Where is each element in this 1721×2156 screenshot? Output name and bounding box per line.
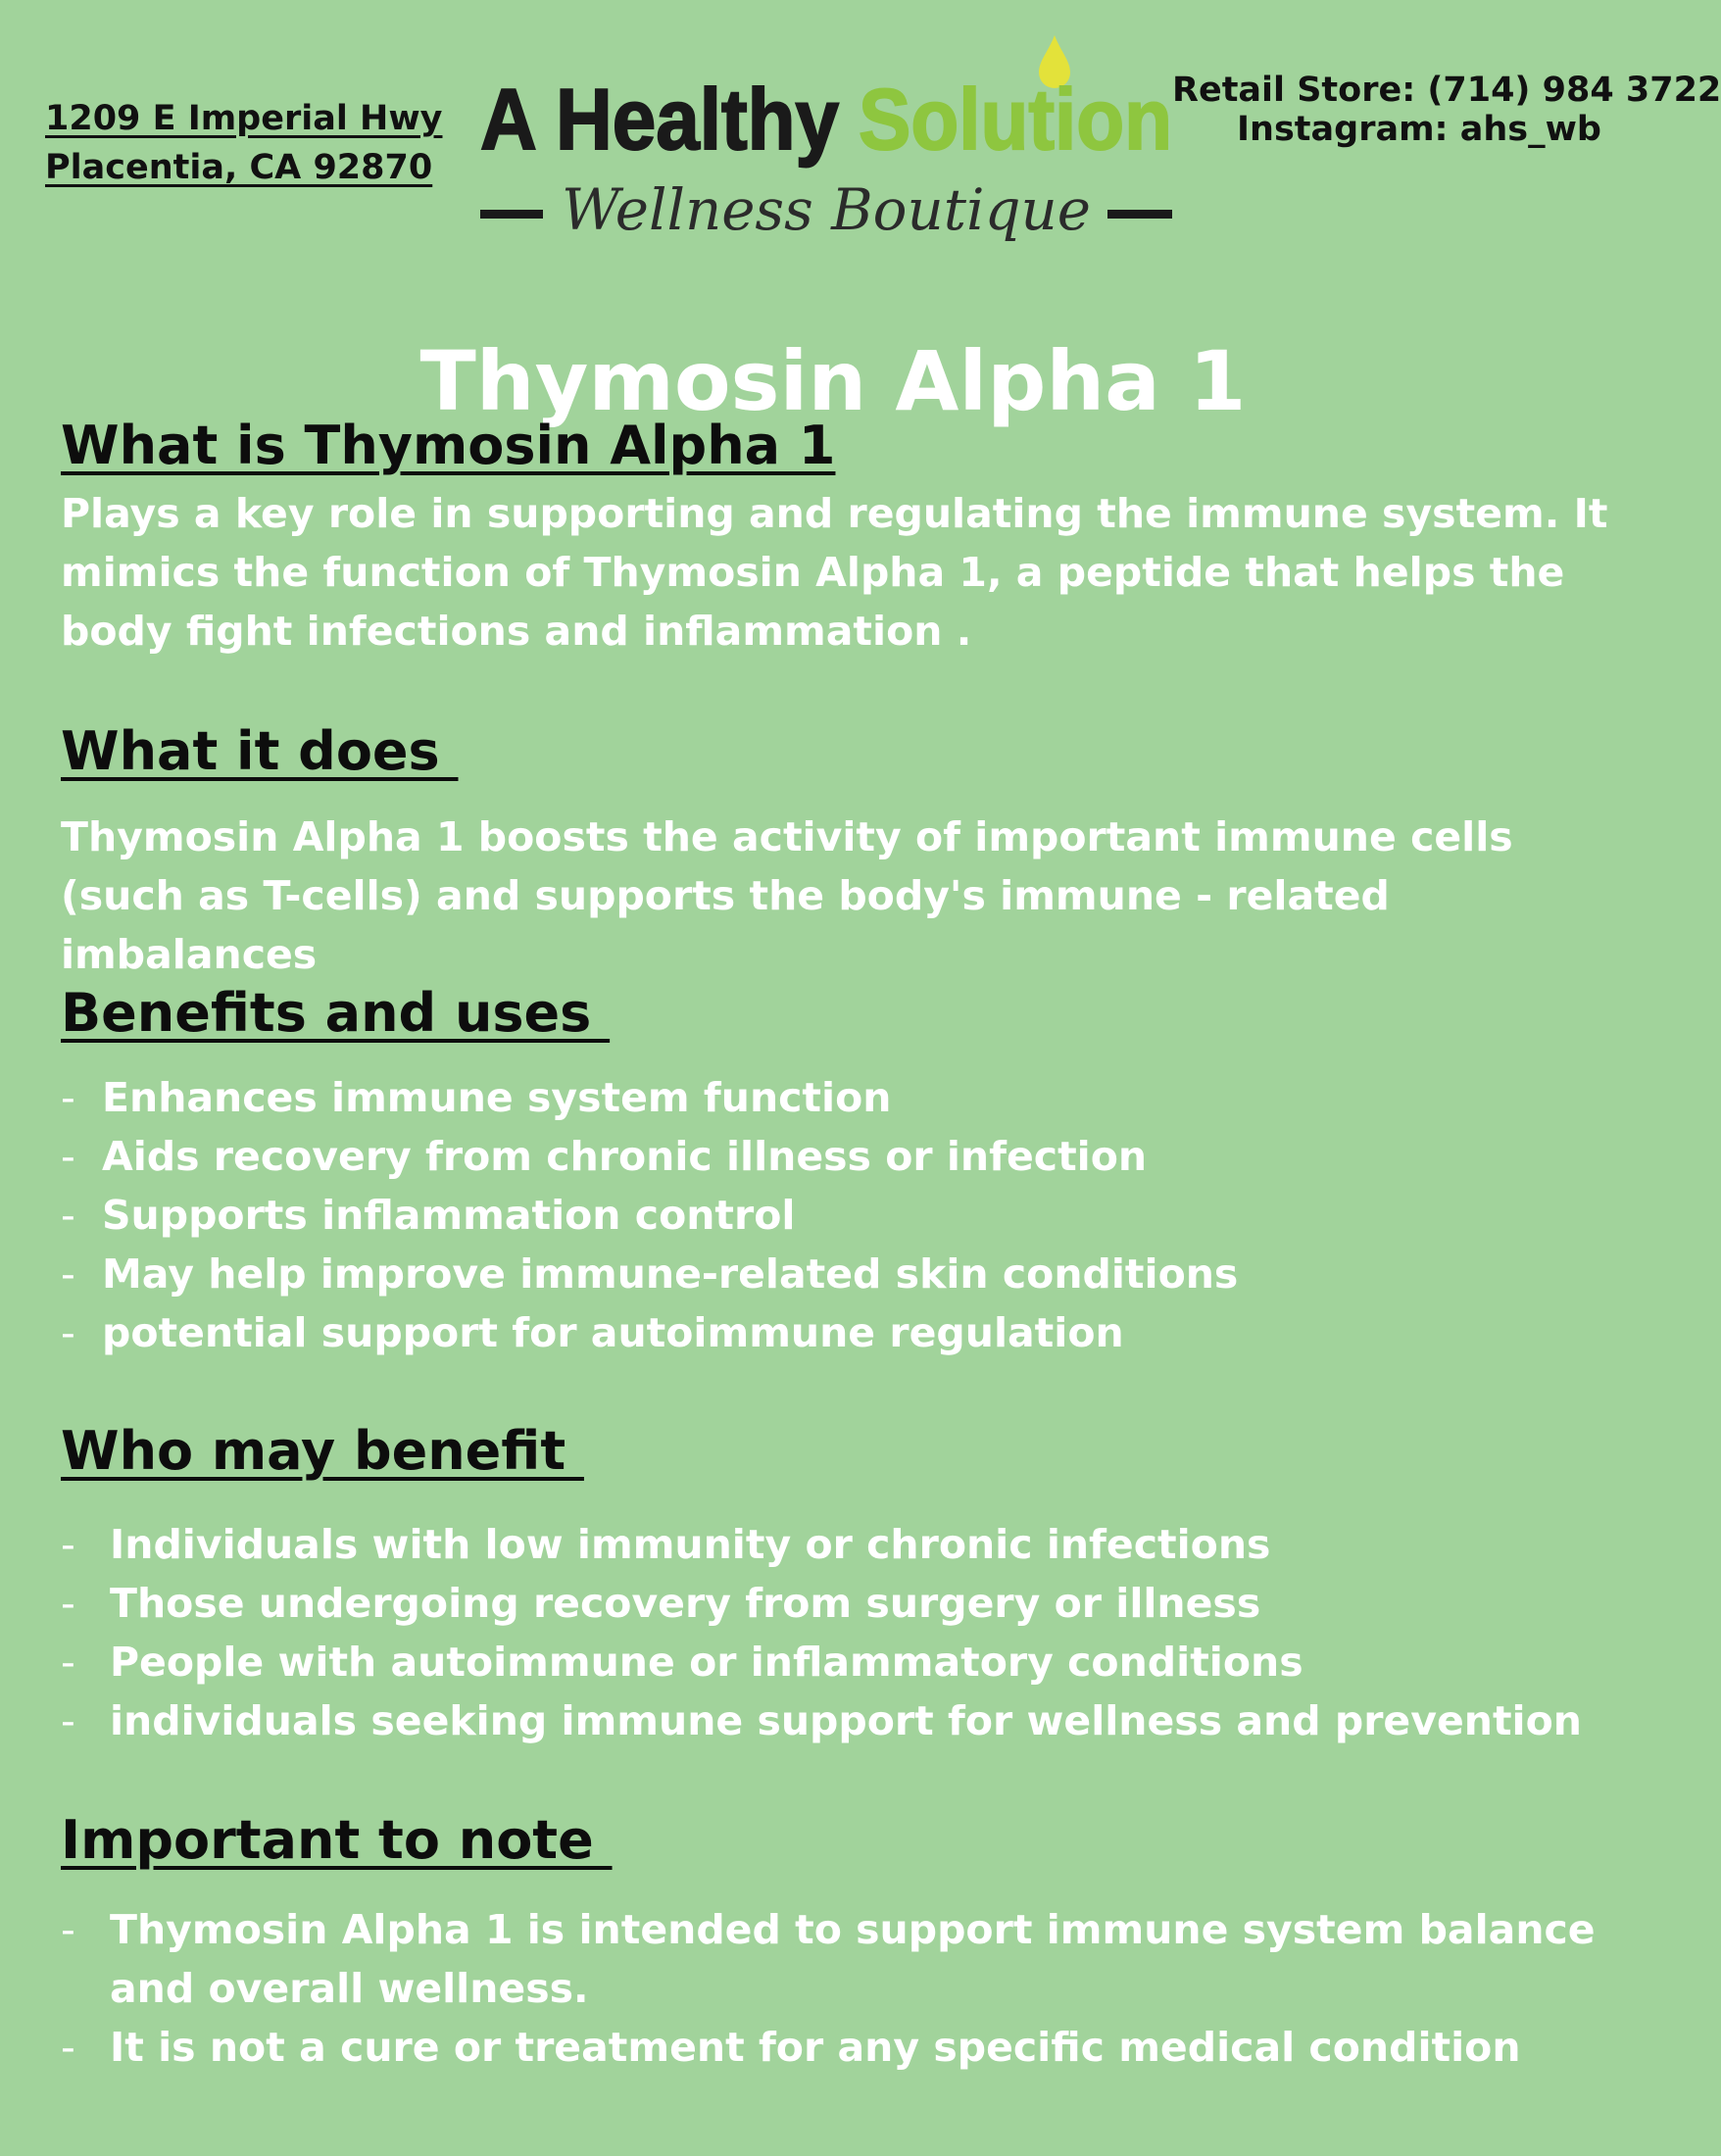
section-heading-who-may-benefit: Who may benefit [61,1420,584,1482]
instagram-handle: Instagram: ahs_wb [1237,110,1601,149]
logo-rule-left [480,210,543,219]
list-item: - Enhances immune system function [61,1068,1639,1127]
list-item: - Individuals with low immunity or chronic infections [61,1515,1639,1574]
list-item: - Supports inflammation control [61,1186,1639,1245]
bullet-dash: - [61,1521,75,1568]
store-address [45,94,442,192]
bullet-dash: - [61,1250,75,1298]
bullet-dash: - [61,1906,75,1953]
address-line-2: Placentia, CA 92870 [45,148,433,187]
section-heading-benefits: Benefits and uses [61,982,611,1044]
list-item: - Thymosin Alpha 1 is intended to support immune system balance and overall wellness. [61,1900,1639,2018]
bullet-dash: - [61,1074,75,1121]
retail-store-phone: Retail Store: (714) 984 3722 [1172,71,1721,110]
section-heading-what-is: What is Thymosin Alpha 1 [61,415,836,476]
bullet-dash: - [61,2024,75,2071]
bullet-dash: - [61,1697,75,1744]
section-text-what-it-does: Thymosin Alpha 1 boosts the activity of important immune cells (such as T-cells) and supports the body's immune - related imbalances [61,813,1513,978]
logo-text-solution: Solution [859,71,1172,168]
logo-rule-right [1107,210,1172,219]
bullet-dash: - [61,1580,75,1627]
list-item: - Aids recovery from chronic illness or infection [61,1127,1639,1186]
section-text-what-is: Plays a key role in supporting and regulating the immune system. It mimics the function of Thymosin Alpha 1, a peptide that helps the body fight infections and inflammation . [61,490,1608,655]
bullet-dash: - [61,1639,75,1686]
list-item: - Those undergoing recovery from surgery or illness [61,1574,1639,1633]
list-item: - People with autoimmune or inflammatory conditions [61,1633,1639,1691]
logo-text-wellness-boutique: Wellness Boutique [562,176,1091,243]
page-title: Thymosin Alpha 1 [419,333,1247,430]
section-heading-important: Important to note [61,1809,613,1871]
contact-info [1172,71,1721,149]
address-line-1: 1209 E Imperial Hwy [45,99,443,138]
bullet-dash: - [61,1133,75,1180]
who-may-benefit-list [61,1515,1639,1750]
bullet-dash: - [61,1192,75,1239]
brand-logo [478,33,1174,259]
list-item: - May help improve immune-related skin conditions [61,1245,1639,1303]
list-item: - It is not a cure or treatment for any specific medical condition [61,2018,1639,2077]
section-heading-what-it-does: What it does [61,720,459,782]
list-item: - individuals seeking immune support for wellness and prevention [61,1691,1639,1750]
benefits-list [61,1068,1639,1362]
logo-text-a-healthy: A Healthy [480,71,840,168]
important-note-list [61,1900,1639,2077]
bullet-dash: - [61,1309,75,1356]
list-item: - potential support for autoimmune regulation [61,1303,1639,1362]
